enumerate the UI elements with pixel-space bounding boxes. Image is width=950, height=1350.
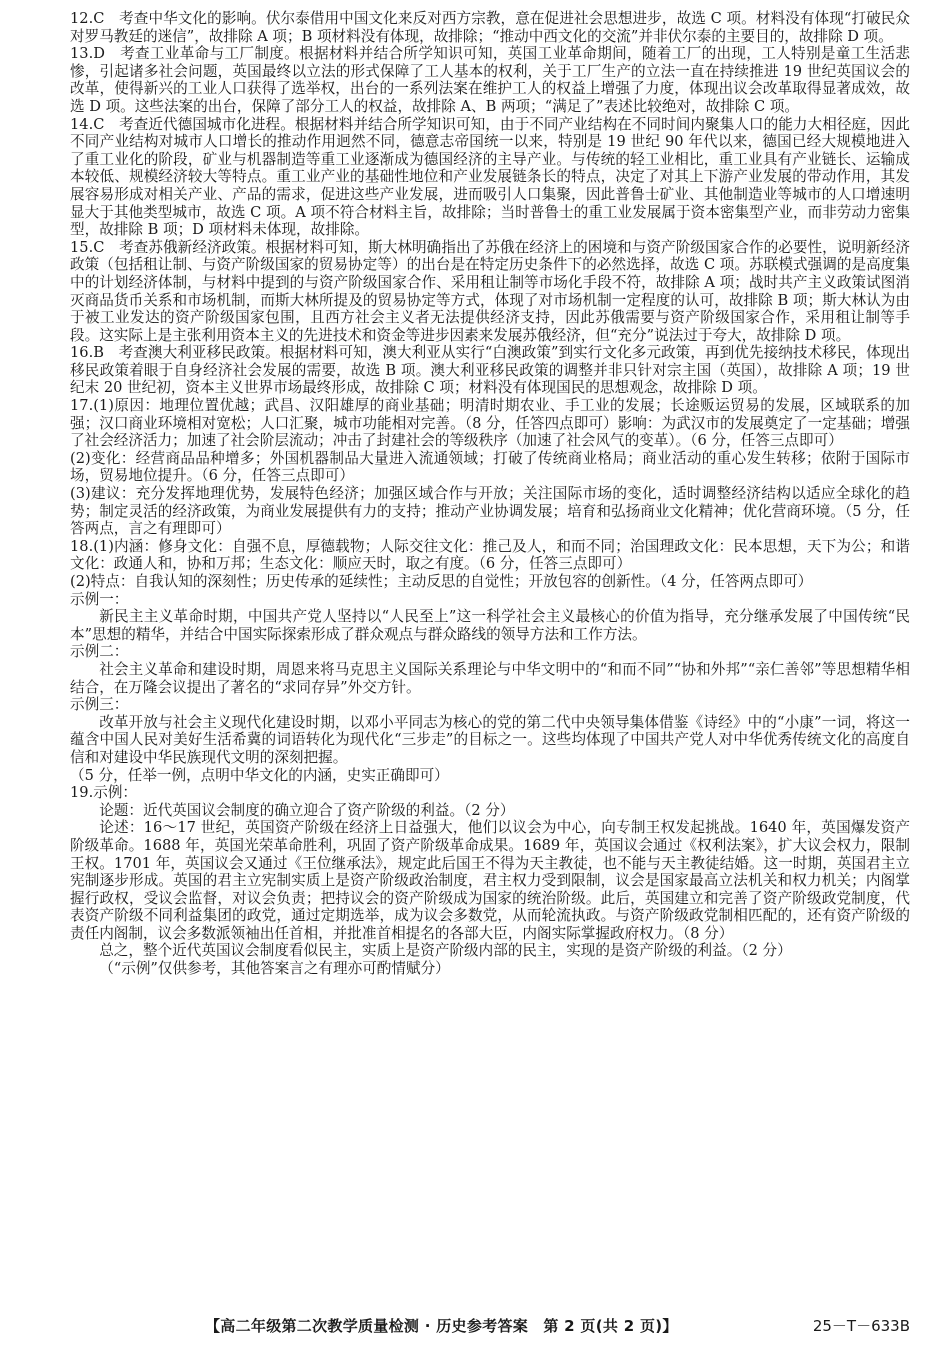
answer-text: C 考查近代德国城市化进程。根据材料并结合所学知识可知，由于不同产业结构在不同时间内聚集人口的能力大相径庭，因此不同产业结构对城市人口增长的推动作用迥然不同，德意志帝国统一以来，特别是 19 世纪 90 年代以来，德国已经大规模地进入了重工业化的阶段，矿业与机器制造等重工业逐渐成为德国经济的主导产业。与传统的轻工业相比，重工业具有产业链长、运输成本较低、规模经济较大等特点。重工业产业的基础性地位和产业发展链条长的特点，决定了对其上下游产业发展的带动作用，其发展容易形成对相关产业、产品的需求，促进这些产业发展，进而吸引人口集聚，因此普鲁士矿业、其他制造业等城市的人口增速明显大于其他类型城市，故选 C 项。A 项不符合材料主旨，故排除；当时普鲁士的重工业发展属于资本密集型产业，而非劳动力密集型，故排除 B 项；D 项材料未体现，故排除。 xyxy=(70,115,910,239)
answer-number: 13. xyxy=(70,45,94,63)
answer-number: 18. xyxy=(70,537,94,555)
answer-part-3: (3)建议：充分发挥地理优势，发展特色经济；加强区域合作与开放；关注国际市场的变化，适时调整经济结构以适应全球化的趋势；制定灵活的经济政策，为商业发展提供有力的支持；推动产业协调发展；培育和弘扬商业文化精神；优化营商环境。（5 分，任答两点，言之有理即可） xyxy=(70,485,910,538)
scoring-note: （5 分，任举一例，点明中华文化的内涵，史实正确即可） xyxy=(70,766,449,784)
answer-13 xyxy=(70,45,910,115)
answer-part-2: (2)变化：经营商品品种增多；外国机器制品大量进入流通领域；打破了传统商业格局；商业活动的重心发生转移；依附于国际市场，贸易地位提升。（6 分，任答三点即可） xyxy=(70,449,910,485)
answer-part-1: (1)内涵：修身文化：自强不息，厚德载物；人际交往文化：推己及人，和而不同；治国理政文化：民本思想，天下为公；和谐文化：政通人和，协和万邦；生态文化：顺应天时，取之有度。（6 分，任答三点即可） xyxy=(70,537,910,573)
footer-title: 【高二年级第二次教学质量检测 · 历史参考答案 第 2 页(共 2 页)】 xyxy=(205,1317,678,1335)
answer-number: 17. xyxy=(70,397,94,415)
answer-19 xyxy=(70,784,910,978)
answer-number: 15. xyxy=(70,238,94,256)
conclusion: 总之，整个近代英国议会制度看似民主，实质上是资产阶级内部的民主，实现的是资产阶级的利益。（2 分） xyxy=(99,942,792,960)
answer-12 xyxy=(70,10,910,45)
answer-text: C 考查苏俄新经济政策。根据材料可知，斯大林明确指出了苏俄在经济上的困境和与资产阶级国家合作的必要性，说明新经济政策（包括租让制、与资产阶级国家的贸易协定等）的出台是在特定历史条件下的必然选择，故选 C 项。苏联模式强调的是高度集中的计划经济体制，与材料中提到的与资产阶级国家合作、采用租让制等市场化手段不符，故排除 A 项；战时共产主义政策试图消灭商品货币关系和市场机制，而斯大林所提及的贸易协定等方式，体现了对市场机制一定程度的认可，故排除 B 项；斯大林认为由于被工业发达的资产阶级国家包围，且西方社会主义者无法提供经济支持，因此苏俄需要与资产阶级国家合作，采用租让制等手段。这实际上是主张利用资本主义的先进技术和资金等进步因素来发展苏俄经济，但“充分”说法过于夸大，故排除 D 项。 xyxy=(70,238,910,344)
scoring-note: （“示例”仅供参考，其他答案言之有理亦可酌情赋分） xyxy=(99,960,450,978)
answer-number: 12. xyxy=(70,10,94,27)
answer-number: 16. xyxy=(70,344,94,362)
answer-17 xyxy=(70,397,910,538)
example-text: 新民主主义革命时期，中国共产党人坚持以“人民至上”这一科学社会主义最核心的价值为指导，充分继承发展了中国传统“民本”思想的精华，并结合中国实际探索形成了群众观点与群众路线的领导方法和工作方法。 xyxy=(70,608,910,643)
answer-text: D 考查工业革命与工厂制度。根据材料并结合所学知识可知，英国工业革命期间，随着工厂的出现，工人特别是童工生活悲惨，引起诸多社会问题，英国最终以立法的形式保障了工人基本的权利，关于工厂生产的立法一直在持续推进 19 世纪英国议会的改革，使得新兴的工业人口获得了选举权，出台的一系列法案在维护工人的权益上增强了力度，体现出议会改革取得显著成效，故选 D 项。这些法案的出台，保障了部分工人的权益，故排除 A、B 两项；“满足了”表述比较绝对，故排除 C 项。 xyxy=(70,45,910,115)
answer-18 xyxy=(70,538,910,784)
example-text: 社会主义革命和建设时期，周恩来将马克思主义国际关系理论与中华文明中的“和而不同”“协和外邦”“亲仁善邻”等思想精华相结合，在万隆会议提出了著名的“求同存异”外交方针。 xyxy=(70,660,910,696)
answer-text: B 考查澳大利亚移民政策。根据材料可知，澳大利亚从实行“白澳政策”到实行文化多元政策，再到优先接纳技术移民，体现出移民政策着眼于自身经济社会发展的需要，故选 B 项。澳大利亚移民政策的调整并非只针对宗主国（英国），故排除 A 项；19 世纪末 20 世纪初，资本主义世界市场最终形成，故排除 C 项；材料没有体现国民的思想观念，故排除 D 项。 xyxy=(70,344,910,397)
answer-number: 14. xyxy=(70,115,94,133)
argument: 论述：16～17 世纪，英国资产阶级在经济上日益强大，他们以议会为中心，向专制王权发起挑战。1640 年，英国爆发资产阶级革命。1688 年，英国光荣革命胜利，巩固了资产阶级革命成果。1689 年，英国议会通过《权利法案》，扩大议会权力，限制王权。1701 年，英国议会又通过《王位继承法》，规定此后国王不得为天主教徒，也不能与天主教徒结婚。这一时期，英国君主立宪制逐步形成。英国的君主立宪制实质上是资产阶级政治制度，君主权力受到限制，议会是国家最高立法机关和权力机关；内阁掌握行政权，受议会监督，对议会负责；把持议会的资产阶级成为国家的统治阶级。此后，英国建立和完善了资产阶级政党制度，代表资产阶级不同利益集团的政党，通过定期选举，成为议会多数党，从而轮流执政。与资产阶级政党制相匹配的，还有资产阶级的责任内阁制，议会多数派领袖出任首相，并批准首相提名的各部大臣，内阁实际掌握政府权力。（8 分） xyxy=(70,819,910,942)
example-label: 示例一： xyxy=(70,590,129,608)
answer-text: C 考查中华文化的影响。伏尔泰借用中国文化来反对西方宗教，意在促进社会思想进步，故选 C 项。材料没有体现“打破民众对罗马教廷的迷信”，故排除 A 项；B 项材料没有体现，故排除；“推动中西文化的交流”并非伏尔泰的主要目的，故排除 D 项。 xyxy=(70,10,910,45)
answer-16 xyxy=(70,344,910,397)
answer-15 xyxy=(70,239,910,345)
example-label: 示例三： xyxy=(70,696,129,714)
thesis: 论题：近代英国议会制度的确立迎合了资产阶级的利益。（2 分） xyxy=(99,801,515,819)
footer-code: 25－T－633B xyxy=(812,1317,910,1335)
example-text: 改革开放与社会主义现代化建设时期，以邓小平同志为核心的党的第二代中央领导集体借鉴《诗经》中的“小康”一词，将这一蕴含中国人民对美好生活希冀的词语转化为现代化“三步走”的目标之一。这些均体现了中国共产党人对中华优秀传统文化的高度自信和对建设中华民族现代文明的深刻把握。 xyxy=(70,713,910,766)
answer-14 xyxy=(70,116,910,239)
answer-part-2: (2)特点：自我认知的深刻性；历史传承的延续性；主动反思的自觉性；开放包容的创新性。（4 分，任答两点即可） xyxy=(70,573,813,590)
answer-head: 示例： xyxy=(93,784,138,802)
example-label: 示例二： xyxy=(70,643,129,661)
answer-number: 19. xyxy=(70,784,94,802)
answer-part-1: (1)原因：地理位置优越；武昌、汉阳雄厚的商业基础；明清时期农业、手工业的发展；长途贩运贸易的发展，区域联系的加强；汉口商业环境相对宽松；人口汇聚，城市功能相对完善。（8 分，任答四点即可）影响：为武汉市的发展奠定了一定基础；增强了社会经济活力；加速了社会阶层流动；冲击了封建社会的等级秩序（加速了社会风气的变革）。（6 分，任答三点即可） xyxy=(70,397,910,450)
